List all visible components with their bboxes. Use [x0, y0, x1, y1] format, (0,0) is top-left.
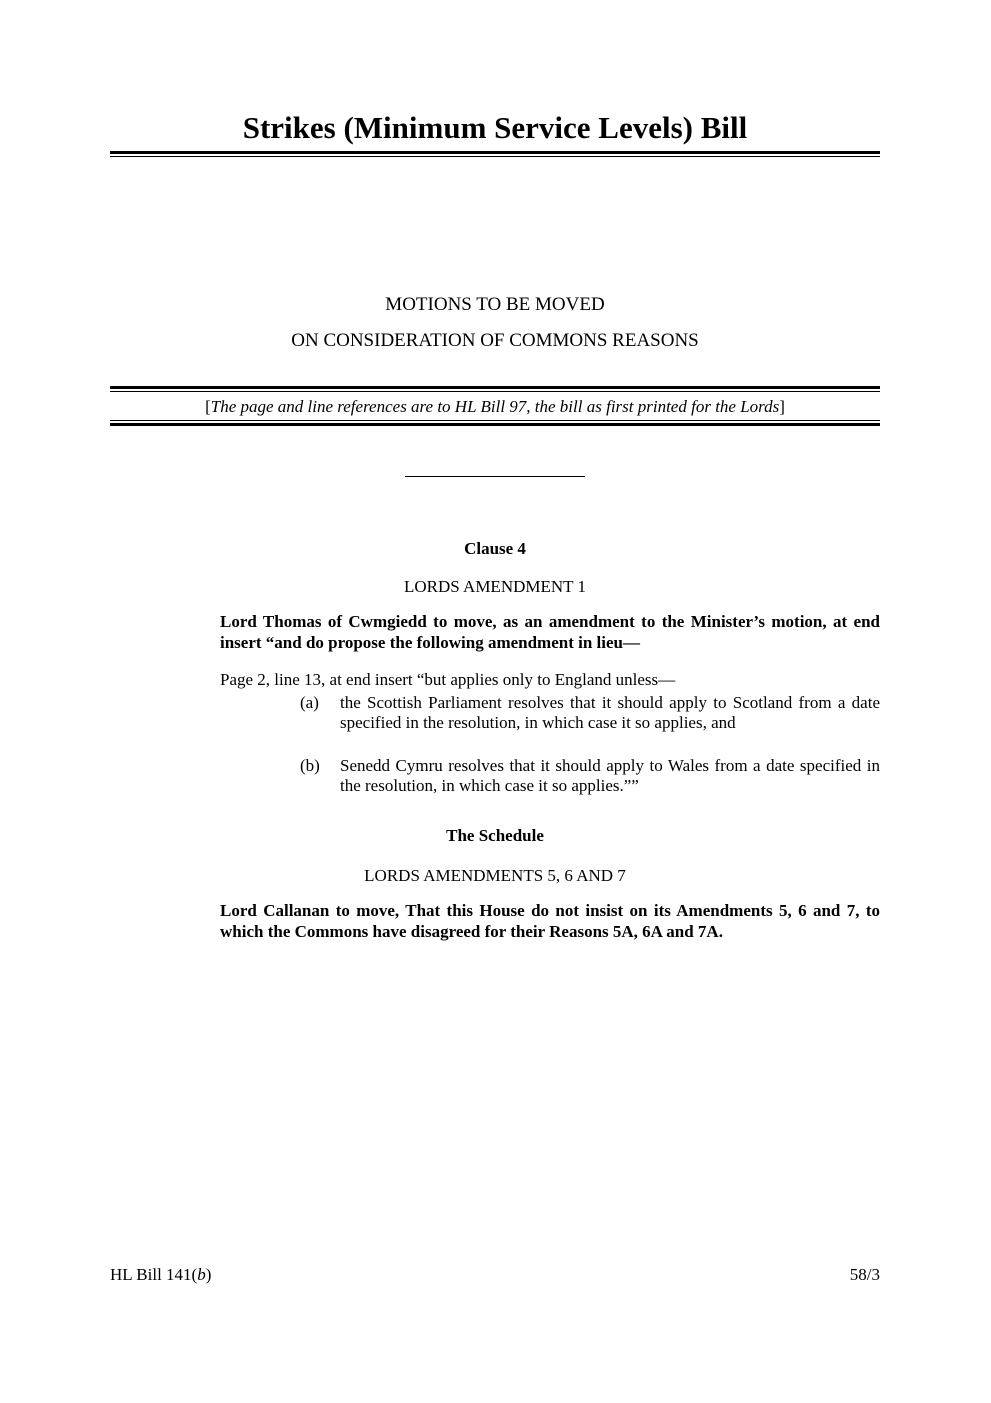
- reference-note-text: The page and line references are to HL Bill 97, the bill as first printed for the Lords: [210, 397, 780, 416]
- motion-text: Lord Thomas of Cwmgiedd to move, as an amendment to the Minister’s motion, at end insert “and do propose the following amendment in lieu—: [220, 612, 880, 652]
- amendment-item: [300, 756, 880, 796]
- item-text: the Scottish Parliament resolves that it should apply to Scotland from a date specified in the resolution, in which case it so applies, and: [340, 693, 880, 732]
- motions-heading-line-2: ON CONSIDERATION OF COMMONS REASONS: [291, 330, 699, 351]
- motions-heading-line-1: MOTIONS TO BE MOVED: [385, 294, 605, 315]
- section-divider: [405, 476, 585, 477]
- reference-bottom-rule: [110, 420, 880, 426]
- amendment-intro: Page 2, line 13, at end insert “but applies only to England unless—: [220, 670, 676, 689]
- bracket-close: ]: [779, 397, 785, 416]
- bill-title: Strikes (Minimum Service Levels) Bill: [242, 110, 748, 145]
- footer-bill-number: [110, 1265, 211, 1285]
- amendment-subheading: LORDS AMENDMENTS 5, 6 AND 7: [364, 866, 626, 885]
- bracket-open: [: [205, 397, 211, 416]
- footer-code: 58/3: [849, 1265, 880, 1284]
- reference-top-rule: [110, 386, 880, 392]
- amendment-subheading: LORDS AMENDMENT 1: [404, 577, 586, 596]
- item-text: Senedd Cymru resolves that it should apply to Wales from a date specified in the resolution, in which case it so applies.””: [340, 756, 880, 795]
- bill-number-suffix: b: [197, 1265, 206, 1284]
- item-label: (a): [300, 693, 319, 712]
- amendment-item: [300, 693, 880, 733]
- item-label: (b): [300, 756, 320, 775]
- bill-number-prefix: HL Bill 141(: [110, 1265, 198, 1284]
- motion-text: Lord Callanan to move, That this House do not insist on its Amendments 5, 6 and 7, to which the Commons have disagreed for their Reasons 5A, 6A and 7A.: [220, 901, 880, 941]
- clause-heading: Clause 4: [464, 539, 526, 558]
- schedule-heading: The Schedule: [446, 826, 544, 845]
- bill-number-close: ): [205, 1265, 212, 1284]
- reference-note: [110, 397, 880, 417]
- title-double-rule: [110, 151, 880, 157]
